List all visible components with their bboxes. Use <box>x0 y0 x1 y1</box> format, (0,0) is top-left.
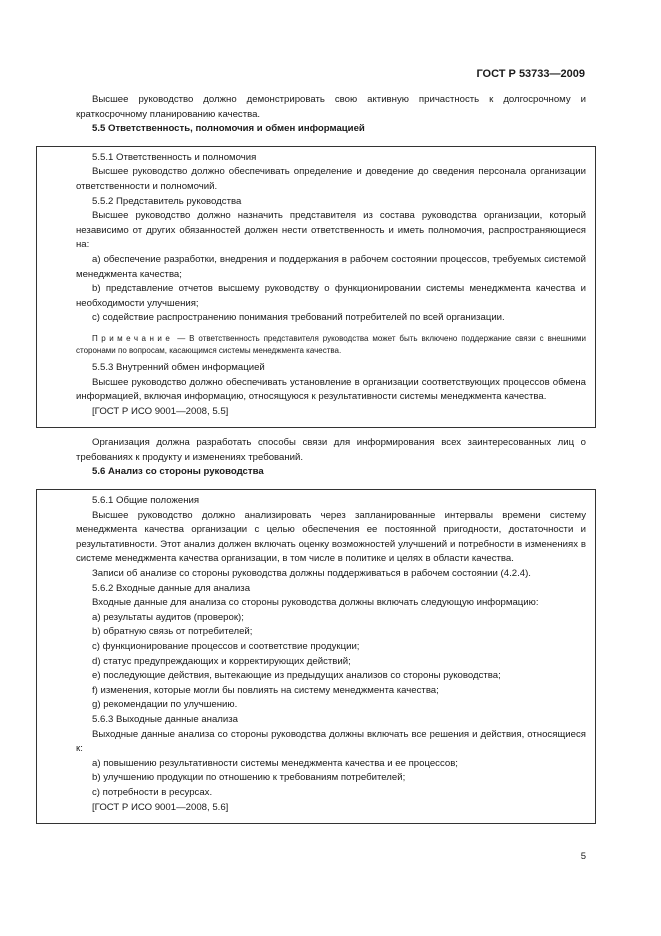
subsection-5-6-2-text: Входные данные для анализа со стороны руководства должны включать следующую информацию: <box>92 597 539 609</box>
subsection-5-6-2-title: 5.6.2 Входные данные для анализа <box>92 582 251 594</box>
reference-5-5: [ГОСТ Р ИСО 9001—2008, 5.5] <box>92 405 229 417</box>
output-item-b: b) улучшению продукции по отношению к требованиям потребителей; <box>92 772 406 784</box>
output-item-c: c) потребности в ресурсах. <box>92 786 213 798</box>
intro-paragraph: Высшее руководство должно демонстрировать свою активную причастность к долгосрочному и краткосрочному планированию качества. <box>76 94 586 120</box>
subsection-5-6-1-text: Высшее руководство должно анализировать через запланированные интервалы времени систему менеджмента качества организации с целью обеспечения ее постоянной пригодности, достаточности и результативности. Этот анализ должен включать оценку возможностей улучшений и потребности в изменениях в системе менеджмента качества организации, в том числе в политике и целях в области качества. <box>76 509 586 565</box>
subsection-5-6-1-title: 5.6.1 Общие положения <box>92 495 200 507</box>
input-item-e: e) последующие действия, вытекающие из предыдущих анализов со стороны руководства; <box>92 670 501 682</box>
list-item-c: c) содействие распространению понимания требований потребителей по всей организации. <box>92 312 505 324</box>
input-item-a: a) результаты аудитов (проверок); <box>92 611 244 623</box>
after-box-paragraph: Организация должна разработать способы связи для информирования всех заинтересованных лиц о требованиях к продукту и изменениях требований. <box>76 437 586 463</box>
quote-box-5-5 <box>36 146 596 429</box>
subsection-5-5-1-text: Высшее руководство должно обеспечивать определение и доведение до сведения персонала организации ответственности и полномочий. <box>76 166 586 192</box>
section-5-5-heading: 5.5 Ответственность, полномочия и обмен информацией <box>92 123 365 135</box>
subsection-5-5-2-text: Высшее руководство должно назначить представителя из состава руководства организации, который независимо от других обязанностей должен нести ответственность и иметь полномочия, распространяющиеся на: <box>76 210 586 251</box>
input-item-g: g) рекомендации по улучшению. <box>92 699 238 711</box>
note-text: — В ответственность представителя руководства может быть включено поддержание связи с внешними сторонами по вопросам, касающимся системы менеджмента качества. <box>76 333 586 355</box>
list-item-b: b) представление отчетов высшему руководству о функционировании системы менеджмента качества и необходимости улучшения; <box>76 283 586 309</box>
standard-code: ГОСТ Р 53733—2009 <box>476 68 585 80</box>
output-item-a: a) повышению результативности системы менеджмента качества и ее процессов; <box>92 757 458 769</box>
page-number: 5 <box>580 851 586 862</box>
list-item-a: a) обеспечение разработки, внедрения и поддержания в рабочем состоянии процессов, требуемых системой менеджмента качества; <box>76 253 586 280</box>
section-5-6-heading: 5.6 Анализ со стороны руководства <box>92 466 264 478</box>
reference-5-6: [ГОСТ Р ИСО 9001—2008, 5.6] <box>92 801 229 813</box>
page-content <box>76 93 586 824</box>
subsection-5-5-3-text: Высшее руководство должно обеспечивать установление в организации соответствующих процессов обмена информацией, включая информацию, относящуюся к результативности системы менеджмента качества. <box>76 376 586 403</box>
input-item-b: b) обратную связь от потребителей; <box>92 626 253 638</box>
input-item-f: f) изменения, которые могли бы повлиять на систему менеджмента качества; <box>92 684 439 696</box>
subsection-5-5-3-title: 5.5.3 Внутренний обмен информацией <box>92 361 265 373</box>
note-label: Примечание <box>92 333 174 343</box>
subsection-5-5-2-title: 5.5.2 Представитель руководства <box>92 195 242 207</box>
subsection-5-5-1-title: 5.5.1 Ответственность и полномочия <box>92 151 257 163</box>
subsection-5-6-3-title: 5.6.3 Выходные данные анализа <box>92 713 238 725</box>
subsection-5-6-1-records: Записи об анализе со стороны руководства должны поддерживаться в рабочем состоянии (4.2.4). <box>92 568 531 580</box>
quote-box-5-6 <box>36 489 596 824</box>
input-item-d: d) статус предупреждающих и корректирующих действий; <box>92 655 351 667</box>
note <box>76 333 586 357</box>
subsection-5-6-3-text: Выходные данные анализа со стороны руководства должны включать все решения и действия, относящиеся к: <box>76 728 586 755</box>
input-item-c: c) функционирование процессов и соответствие продукции; <box>92 641 360 652</box>
